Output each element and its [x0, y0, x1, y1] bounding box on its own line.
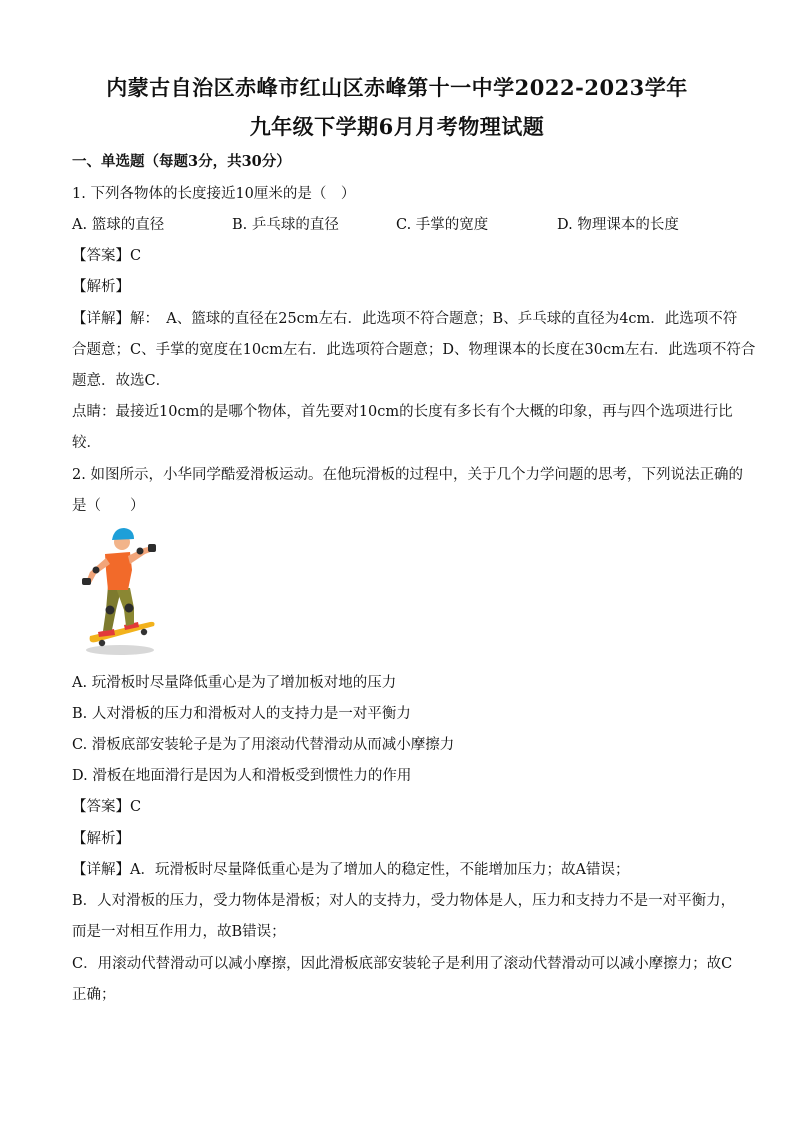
q2-detail-line: 正确；	[72, 987, 116, 1003]
q2-analysis-label: 【解析】	[72, 831, 130, 847]
q2-detail-line: C．用滚动代替滑动可以减小摩擦，因此滑板底部安装轮子是利用了滚动代替滑动可以减小摩擦力；故C	[72, 956, 733, 972]
q1-option-c: C. 手掌的宽度	[396, 217, 489, 233]
q2-stem-line: 2. 如图所示，小华同学酷爱滑板运动。在他玩滑板的过程中，关于几个力学问题的思考，下列说法正确的	[72, 467, 743, 483]
q1-option-b: B. 乒乓球的直径	[232, 217, 339, 233]
q2-detail-line: B．人对滑板的压力，受力物体是滑板；对人的支持力，受力物体是人，压力和支持力不是一对平衡力，	[72, 893, 736, 909]
q1-detail-line: 【详解】解： A、篮球的直径在25cm左右．此选项不符合题意；B、乒乓球的直径为4cm．此选项不符	[72, 311, 738, 327]
q1-option-d: D. 物理课本的长度	[557, 217, 679, 233]
q1-tip-line: 点睛：最接近10cm的是哪个物体，首先要对10cm的长度有多长有个大概的印象，再与四个选项进行比	[72, 404, 733, 420]
q2-answer: 【答案】C	[72, 799, 142, 815]
q2-stem-line: 是（ ）	[72, 498, 145, 514]
q1-option-a: A. 篮球的直径	[72, 217, 165, 233]
q1-stem: 1. 下列各物体的长度接近10厘米的是（ ）	[72, 186, 356, 202]
title-line-1: 内蒙古自治区赤峰市红山区赤峰第十一中学2022-2023学年	[106, 75, 688, 100]
q2-option-c: C. 滑板底部安装轮子是为了用滚动代替滑动从而减小摩擦力	[72, 737, 455, 753]
q1-detail-line: 合题意；C、手掌的宽度在10cm左右．此选项符合题意；D、物理课本的长度在30cm左右．此选项不符合	[72, 342, 756, 358]
q1-tip-line: 较．	[72, 435, 101, 451]
section-heading: 一、单选题（每题3分，共30分）	[72, 153, 291, 170]
q1-detail-line: 题意．故选C．	[72, 373, 171, 389]
q2-detail-line: 【详解】A．玩滑板时尽量降低重心是为了增加人的稳定性，不能增加压力；故A错误；	[72, 862, 630, 878]
q2-option-a: A. 玩滑板时尽量降低重心是为了增加板对地的压力	[72, 675, 397, 691]
q2-detail-line: 而是一对相互作用力，故B错误；	[72, 924, 286, 940]
q2-option-b: B. 人对滑板的压力和滑板对人的支持力是一对平衡力	[72, 706, 411, 722]
q1-answer: 【答案】C	[72, 248, 142, 264]
q1-analysis-label: 【解析】	[72, 279, 130, 295]
skateboarder-illustration	[72, 526, 164, 658]
q2-option-d: D. 滑板在地面滑行是因为人和滑板受到惯性力的作用	[72, 768, 412, 784]
title-line-2: 九年级下学期6月月考物理试题	[249, 114, 545, 139]
